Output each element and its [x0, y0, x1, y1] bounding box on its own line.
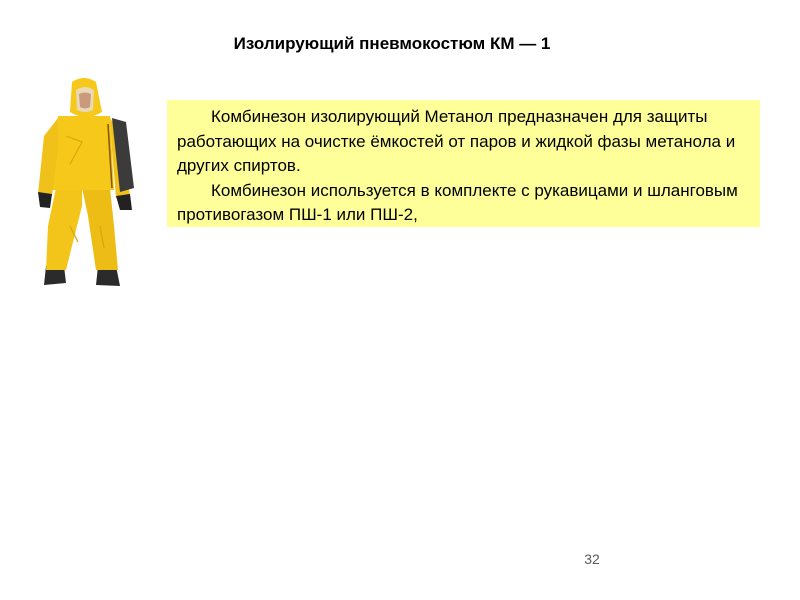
description-paragraph: Комбинезон используется в комплекте с рукавицами и шланговым противогазом ПШ-1 или ПШ-2, — [177, 180, 738, 224]
protective-suit-icon — [30, 76, 152, 290]
description-box — [167, 100, 760, 227]
description-paragraph: Комбинезон изолирующий Метанол предназначен для защиты работающих на очистке ёмкостей от паров и жидкой фазы метанола и других спиртов. — [177, 107, 736, 175]
slide-title: Изолирующий пневмокостюм КМ — 1 — [233, 34, 551, 53]
page-number: 32 — [584, 551, 600, 567]
